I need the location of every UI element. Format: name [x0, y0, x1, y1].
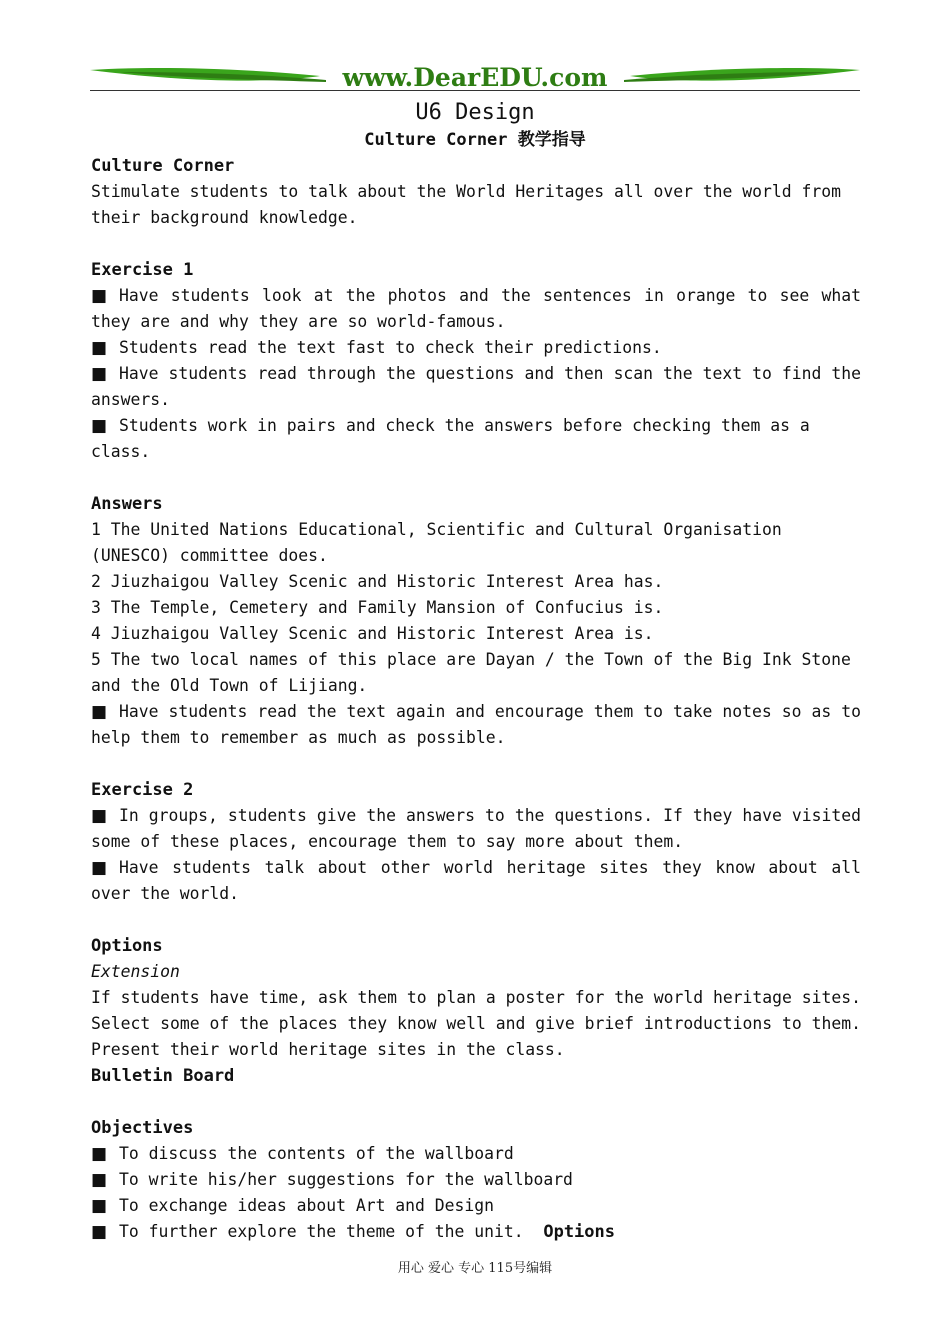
document-body — [91, 153, 861, 1245]
square-bullet-icon — [91, 283, 119, 309]
section-heading-answers: Answers — [91, 494, 163, 514]
site-brand-logo: www.DearEDU.com — [342, 63, 608, 92]
objective-bullet: ■To further explore the theme of the unit. Options — [91, 1219, 861, 1245]
page-subtitle: Culture Corner 教学指导 — [364, 130, 586, 150]
exercise1-bullet: ■Students read the text fast to check their predictions. — [91, 335, 861, 361]
answer-item: 4 Jiuzhaigou Valley Scenic and Historic Interest Area is. — [91, 624, 654, 643]
square-bullet-icon — [91, 855, 119, 881]
section-heading-bulletin-board: Bulletin Board — [91, 1066, 235, 1086]
exercise2-bullet: ■In groups, students give the answers to the questions. If they have visited some of these places, encourage them to say more about them. — [91, 803, 861, 855]
culture-corner-text: Stimulate students to talk about the World Heritages all over the world from their background knowledge. — [91, 182, 841, 227]
header-divider — [90, 90, 860, 91]
square-bullet-icon — [91, 413, 119, 439]
square-bullet-icon — [91, 1141, 119, 1167]
square-bullet-icon — [91, 1167, 119, 1193]
objective-bullet: ■To exchange ideas about Art and Design — [91, 1193, 861, 1219]
answer-item: 3 The Temple, Cemetery and Family Mansion of Confucius is. — [91, 598, 664, 617]
page-title: U6 Design — [415, 100, 535, 125]
square-bullet-icon — [91, 699, 119, 725]
objective-bullet: ■To discuss the contents of the wallboard — [91, 1141, 861, 1167]
exercise1-bullet: ■Have students read through the questions and then scan the text to find the answers. — [91, 361, 861, 413]
section-heading-objectives: Objectives — [91, 1118, 194, 1138]
options-subheading-extension: Extension — [91, 962, 180, 981]
answer-item: 5 The two local names of this place are Dayan / the Town of the Big Ink Stone and the Old Town of Lijiang. — [91, 650, 851, 695]
section-heading-exercise-2: Exercise 2 — [91, 780, 194, 800]
square-bullet-icon — [91, 335, 119, 361]
answer-item: 1 The United Nations Educational, Scientific and Cultural Organisation (UNESCO) committee does. — [91, 520, 782, 565]
square-bullet-icon — [91, 1219, 119, 1245]
section-heading-options: Options — [91, 936, 163, 956]
exercise2-bullet: ■Have students talk about other world heritage sites they know about all over the world. — [91, 855, 861, 907]
options-extension-text: If students have time, ask them to plan a poster for the world heritage sites. Select some of the places they know well and give brief introductions to them. Present their world heritage sites in the class. — [91, 988, 861, 1059]
page-footer: 用心 爱心 专心 115号编辑 — [397, 1261, 553, 1276]
objective-bullet: ■To write his/her suggestions for the wallboard — [91, 1167, 861, 1193]
answers-bullet: ■Have students read the text again and encourage them to take notes so as to help them to remember as much as possible. — [91, 699, 861, 751]
trailing-options-heading: Options — [543, 1222, 615, 1242]
square-bullet-icon — [91, 361, 119, 387]
answer-item: 2 Jiuzhaigou Valley Scenic and Historic Interest Area has. — [91, 572, 664, 591]
square-bullet-icon — [91, 1193, 119, 1219]
exercise1-bullet: ■Have students look at the photos and the sentences in orange to see what they are and why they are so world-famous. — [91, 283, 861, 335]
square-bullet-icon — [91, 803, 119, 829]
section-heading-culture-corner: Culture Corner — [91, 156, 235, 176]
section-heading-exercise-1: Exercise 1 — [91, 260, 194, 280]
exercise1-bullet: ■Students work in pairs and check the answers before checking them as a class. — [91, 413, 861, 465]
